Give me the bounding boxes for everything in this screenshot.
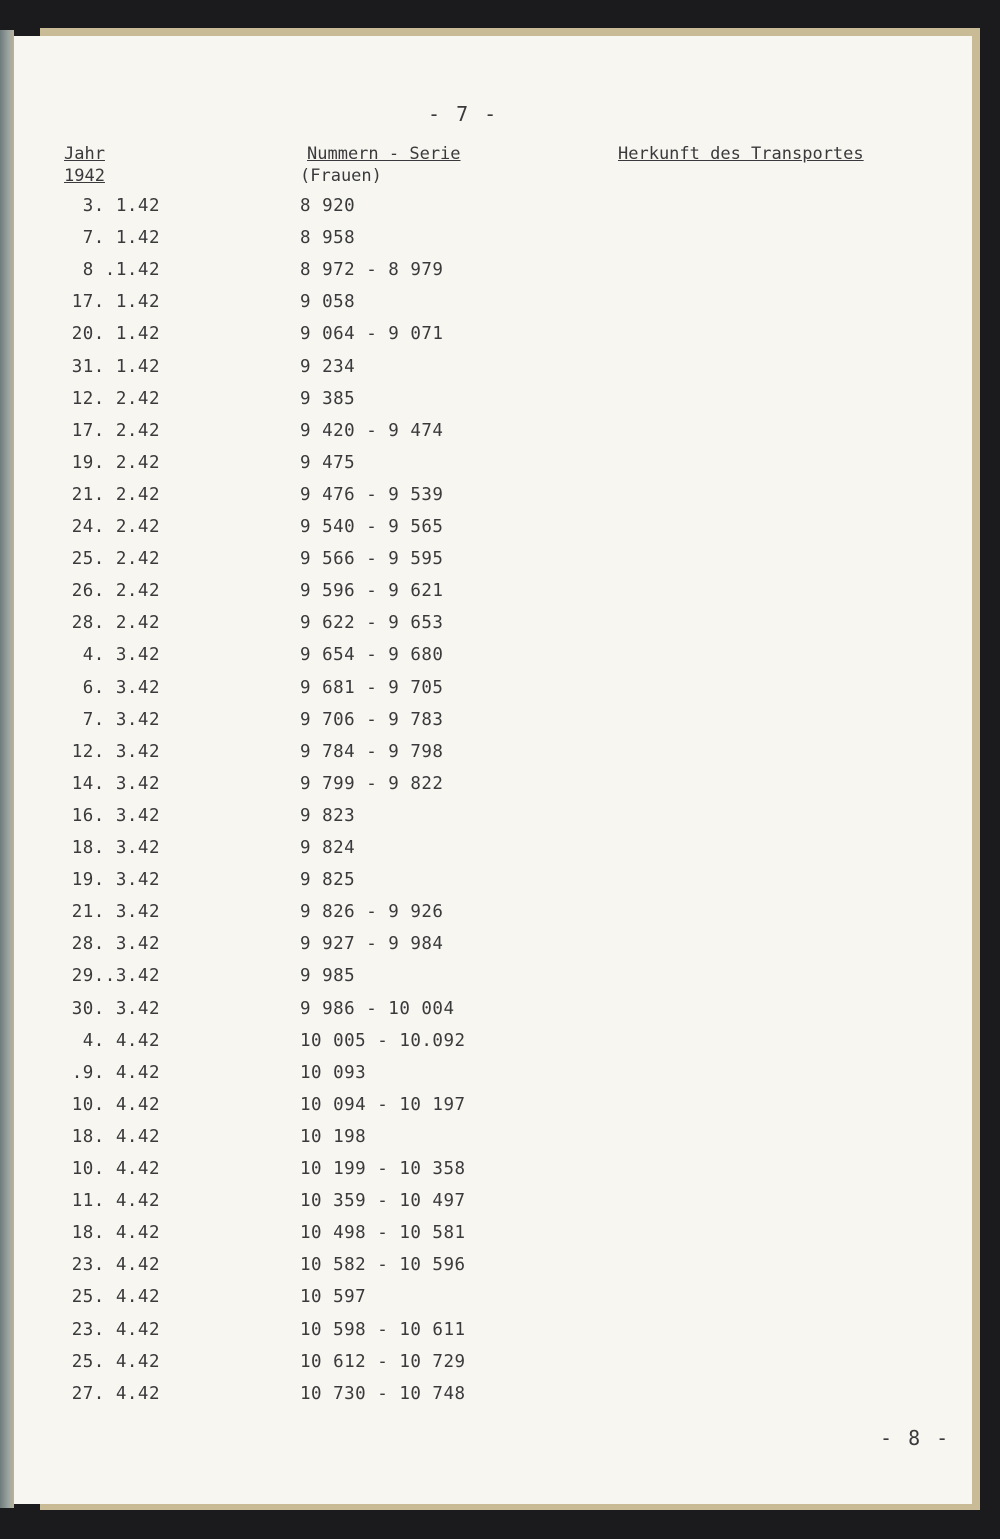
row-date: 3. 1.42 [82, 196, 160, 216]
table-row [14, 389, 972, 421]
row-number-series: 9 826 - 9 926 [300, 902, 444, 923]
row-number-series: 10 598 - 10 611 [300, 1319, 466, 1340]
row-date: 12. 2.42 [71, 388, 160, 409]
header-women: (Frauen) [300, 166, 382, 186]
row-number-series: 9 681 - 9 705 [300, 677, 444, 698]
row-number-series: 9 622 - 9 653 [300, 613, 444, 634]
row-number-series: 8 958 [300, 228, 356, 249]
table-row [14, 581, 972, 613]
row-number-series: 10 094 - 10 197 [300, 1094, 466, 1115]
book-binding [0, 30, 14, 1508]
table-row [14, 1127, 972, 1159]
row-number-series: 9 064 - 9 071 [300, 324, 444, 345]
table-row [14, 485, 972, 517]
row-number-series: 10 597 [300, 1287, 367, 1308]
row-date: 30. 3.42 [71, 998, 160, 1019]
table-row [14, 806, 972, 838]
row-number-series: 9 596 - 9 621 [300, 581, 444, 602]
row-number-series: 10 093 [300, 1062, 367, 1083]
row-date: 18. 4.42 [71, 1126, 160, 1147]
row-date: 19. 3.42 [71, 870, 160, 891]
row-date: 14. 3.42 [71, 773, 160, 794]
table-row [14, 966, 972, 998]
table-row [14, 1191, 972, 1223]
row-date: 4. 3.42 [82, 645, 160, 666]
row-date: 7. 1.42 [82, 228, 160, 249]
table-row [14, 549, 972, 581]
row-date: 29..3.42 [71, 966, 160, 987]
row-date: 16. 3.42 [71, 805, 160, 826]
row-number-series: 9 825 [300, 870, 356, 891]
header-year-value: 1942 [64, 166, 105, 186]
row-date: 12. 3.42 [71, 741, 160, 762]
row-number-series: 10 498 - 10 581 [300, 1223, 466, 1244]
row-number-series: 9 234 [300, 356, 356, 377]
row-date: 17. 2.42 [71, 420, 160, 441]
table-row [14, 292, 972, 324]
row-number-series: 9 476 - 9 539 [300, 484, 444, 505]
row-date: 20. 1.42 [71, 324, 160, 345]
table-row [14, 838, 972, 870]
row-number-series: 9 654 - 9 680 [300, 645, 444, 666]
row-number-series: 10 730 - 10 748 [300, 1383, 466, 1404]
row-number-series: 8 972 - 8 979 [300, 260, 444, 281]
row-date: 31. 1.42 [71, 356, 160, 377]
row-date: 11. 4.42 [71, 1191, 160, 1212]
table-row [14, 1031, 972, 1063]
row-date: 25. 4.42 [71, 1287, 160, 1308]
header-transport-origin: Herkunft des Transportes [618, 144, 864, 164]
row-date: 7. 3.42 [82, 709, 160, 730]
table-row [14, 1095, 972, 1127]
row-date: 28. 3.42 [71, 934, 160, 955]
page-number-bottom: - 8 - [880, 1426, 951, 1450]
table-row [14, 742, 972, 774]
row-date: 27. 4.42 [71, 1383, 160, 1404]
table-row [14, 613, 972, 645]
table-row [14, 999, 972, 1031]
row-date: 25. 4.42 [71, 1351, 160, 1372]
header-year: Jahr [64, 144, 105, 164]
row-number-series: 9 385 [300, 388, 356, 409]
table-row [14, 1287, 972, 1319]
table-row [14, 645, 972, 677]
table-row [14, 1352, 972, 1384]
row-date: 10. 4.42 [71, 1094, 160, 1115]
table-row [14, 1384, 972, 1416]
table-row [14, 1063, 972, 1095]
table-row [14, 324, 972, 356]
row-date: 19. 2.42 [71, 452, 160, 473]
row-date: 23. 4.42 [71, 1255, 160, 1276]
row-number-series: 9 824 [300, 838, 356, 858]
row-date: 6. 3.42 [82, 677, 160, 698]
row-number-series: 9 420 - 9 474 [300, 420, 444, 441]
row-number-series: 9 784 - 9 798 [300, 741, 444, 762]
table-row [14, 934, 972, 966]
row-number-series: 9 058 [300, 292, 356, 313]
row-date: 17. 1.42 [71, 292, 160, 313]
row-number-series: 10 612 - 10 729 [300, 1351, 466, 1372]
row-number-series: 10 199 - 10 358 [300, 1159, 466, 1179]
table-row [14, 774, 972, 806]
row-number-series: 10 198 [300, 1126, 367, 1147]
table-row [14, 1320, 972, 1352]
row-number-series: 9 566 - 9 595 [300, 549, 444, 570]
table-row [14, 196, 972, 228]
table-row [14, 710, 972, 742]
row-number-series: 9 799 - 9 822 [300, 773, 444, 794]
row-date: 21. 2.42 [71, 484, 160, 505]
table-row [14, 228, 972, 260]
table-row [14, 421, 972, 453]
row-date: 18. 3.42 [71, 838, 160, 858]
row-date: 24. 2.42 [71, 517, 160, 537]
row-number-series: 8 920 [300, 196, 356, 216]
row-date: 21. 3.42 [71, 902, 160, 923]
table-row [14, 517, 972, 549]
table-row [14, 678, 972, 710]
row-number-series: 9 706 - 9 783 [300, 709, 444, 730]
table-row [14, 1255, 972, 1287]
row-date: 26. 2.42 [71, 581, 160, 602]
document-page [14, 36, 972, 1504]
row-number-series: 9 927 - 9 984 [300, 934, 444, 955]
row-number-series: 10 582 - 10 596 [300, 1255, 466, 1276]
row-date: 8 .1.42 [82, 260, 160, 281]
row-number-series: 9 475 [300, 452, 356, 473]
row-date: .9. 4.42 [71, 1062, 160, 1083]
header-number-series: Nummern - Serie [307, 144, 461, 164]
table-row [14, 260, 972, 292]
table-row [14, 1159, 972, 1191]
row-date: 28. 2.42 [71, 613, 160, 634]
row-date: 4. 4.42 [82, 1030, 160, 1051]
row-number-series: 9 985 [300, 966, 356, 987]
row-number-series: 9 540 - 9 565 [300, 517, 444, 537]
page-number-top: - 7 - [428, 102, 499, 126]
row-date: 25. 2.42 [71, 549, 160, 570]
table-row [14, 902, 972, 934]
table-row [14, 1223, 972, 1255]
table-row [14, 453, 972, 485]
row-number-series: 10 359 - 10 497 [300, 1191, 466, 1212]
row-number-series: 9 823 [300, 805, 356, 826]
table-row [14, 357, 972, 389]
row-date: 18. 4.42 [71, 1223, 160, 1244]
row-number-series: 9 986 - 10 004 [300, 998, 455, 1019]
row-date: 23. 4.42 [71, 1319, 160, 1340]
row-number-series: 10 005 - 10.092 [300, 1030, 466, 1051]
row-date: 10. 4.42 [71, 1159, 160, 1179]
table-row [14, 870, 972, 902]
